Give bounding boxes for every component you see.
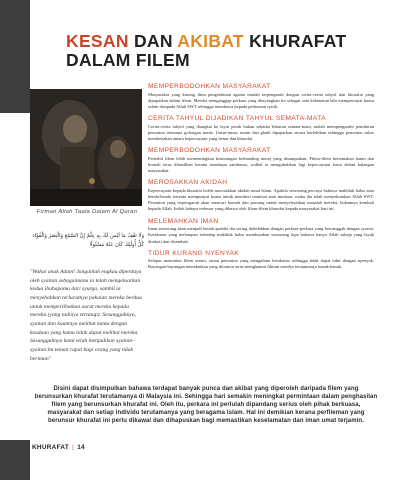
title-word-akibat: AKIBAT: [177, 31, 244, 51]
section-text: Cerita-cerita tahyul yang diangkat ke layar perak bukan sekadar hiburan semata-mata, malah mempengaruhi pemikiran penonton terutama golongan muda. Unsur-unsur seram dan ghaib dipaparkan secara berlebihan sehingga penonton sukar membezakan antara kepercayaan yang benar dan khurafat.: [148, 123, 374, 142]
footer-separator: |: [72, 444, 75, 451]
section-6: [148, 250, 374, 271]
section-text: Selepas menonton filem seram, ramai penonton yang mengalami ketakutan sehingga tidak dapat tidur dengan nyenyak. Bayangan-bayangan menakutkan yang ditonton terus menghantui fikiran mereka terutamanya kanak-kanak.: [148, 258, 374, 270]
title-line-1: [66, 32, 386, 51]
section-heading: MEMPERBODOHKAN MASYARAKAT: [148, 83, 271, 90]
section-text: Kepercayaan kepada khurafat boleh merosakkan akidah umat Islam. Apabila seseorang percaya bahawa makhluk halus atau benda-benda tertentu mempunyai kuasa untuk memberi manfaat atau mudarat, maka dia telah menyekutukan Allah SWT. Penonton yang terpengaruh akan mencari bomoh dan pawang untuk menyelesaikan masalah mereka, bukannya kembali kepada Allah. Inilah bahaya terbesar yang dibawa oleh filem-filem khurafat kepada masyarakat hari ini.: [148, 187, 374, 212]
section-text: Iman seseorang akan menjadi lemah apabila dia sering didedahkan dengan perkara-perkara yang bercanggah dengan syariat. Ketakutan yang melampau terhadap makhluk halus membuatkan seseorang lupa bahawa hanya Allah sahaja yang layak ditakuti dan disembah.: [148, 226, 374, 244]
section-heading: MEROSAKKAN AKIDAH: [148, 179, 228, 187]
verse-translation: "Wahai anak Adam! Janganlah engkau diperdaya oleh syaitan sebagaimana ia telah mengeluarkan kedua ibubapamu dari syurga, sambil ia menyebabkan terlucutnya pakaian mereka berdua untuk memperlihatkan aurat mereka kepada mereka (yang tadinya tertutup). Sesungguhnya, syaitan dan kaumnya melihat kamu dengan keadaan yang kamu tidak dapat melihat mereka. Sesungguhnya kami telah menjadikan syaitan-syaitan itu teman rapat bagi orang yang tidak beriman": [30, 269, 142, 362]
footer-decoration: [0, 440, 30, 480]
section-2: [148, 115, 374, 142]
section-heading: MEMPERBODOHKAN MASYARAKAT: [148, 147, 271, 155]
title-word-kesan: KESAN: [66, 31, 129, 51]
article-photo: [30, 89, 142, 206]
arabic-verse: وَلَا تَقْفُ مَا لَيْسَ لَكَ بِهِ عِلْمٌ إِنَّ السَّمْعَ وَالْبَصَرَ وَالْفُؤَادَ كُلُّ أُولَٰئِكَ كَانَ عَنْهُ مَسْئُولًا: [32, 233, 144, 248]
page-footer: [32, 444, 85, 451]
article-title: [66, 32, 386, 70]
article-body: [148, 83, 374, 271]
photo-illustration: [30, 89, 142, 206]
section-heading: TIDUR KURANG NYENYAK: [148, 249, 240, 257]
title-line-2: DALAM FILEM: [66, 49, 190, 70]
section-5: [148, 218, 374, 245]
section-3: [148, 147, 374, 174]
section-text: Masyarakat yang kurang ilmu pengetahuan agama mudah terpengaruh dengan cerita-cerita tahyul dan khurafat yang dipaparkan dalam filem. Mereka menganggap perkara yang ditayangkan itu sebagai satu kebenaran lalu mempercayai kuasa selain daripada Allah SWT sehingga membawa kepada perbuatan syirik.: [148, 91, 374, 109]
corner-decoration: [0, 0, 30, 113]
title-word-khurafat: KHURAFAT: [249, 31, 347, 51]
conclusion-paragraph: Disini dapat disimpulkan bahawa terdapat banyak punca dan akibat yang diperoleh daripada filem yang berunsurkan khurafat terutamanya di Malaysia ini. Sehingga hari semakin meningkat permintaan dalam penghasilan filem yang berunsurkan khurafat ini. Oleh itu, perkara ini perlulah dipandang serius oleh pihak berkuasa, masyarakat dan setiap individu terutamanya yang beragama Islam. Hal ini demikian kerana perfileman yang berunsur khurafat ini perlu dikawal dan dihapuskan bagi memastikan keselamatan dan iman umat terjamin.: [34, 386, 378, 425]
title-word-dan: DAN: [133, 31, 173, 51]
section-text: Penerbit filem lebih mementingkan keuntungan berbanding mesej yang disampaikan. Filem-filem bertemakan hantu dan bomoh terus dihasilkan kerana mendapat sambutan, walhal ia mengukuhkan lagi kepercayaan karut dalam kalangan masyarakat.: [148, 155, 374, 174]
page-number: 14: [77, 444, 85, 451]
section-heading: MELEMAHKAN IMAN: [148, 217, 219, 225]
photo-caption: Firman Allah Taala Dalam Al Quran: [36, 209, 138, 215]
section-heading: CERITA TAHYUL DIJADIKAN TAHYUL SEMATA-MATA: [148, 115, 326, 123]
section-1: [148, 83, 374, 110]
section-4: [148, 179, 374, 212]
footer-label: KHURAFAT: [32, 444, 70, 451]
